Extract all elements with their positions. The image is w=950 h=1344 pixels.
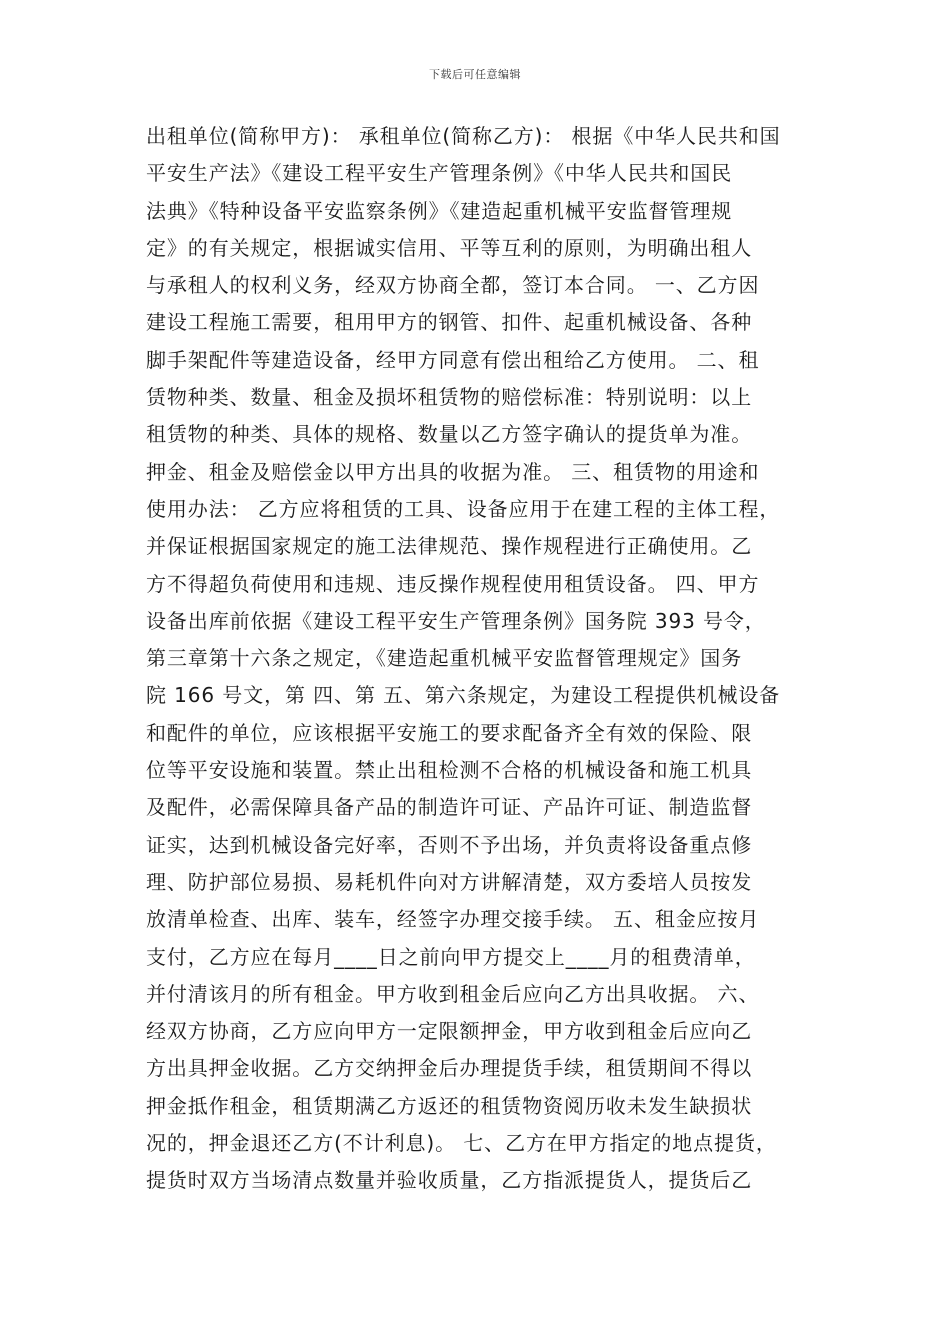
text-line: 支付，乙方应在每月____日之前向甲方提交上____月的租费清单， <box>146 944 756 969</box>
text-line: 和配件的单位，应该根据平安施工的要求配备齐全有效的保险、限 <box>146 720 753 745</box>
text-line: 提货时双方当场清点数量并验收质量，乙方指派提货人，提货后乙 <box>146 1168 753 1193</box>
text-line: 法典》《特种设备平安监察条例》《建造起重机械平安监督管理规 <box>146 198 733 223</box>
text-line: 方不得超负荷使用和违规、违反操作规程使用租赁设备。 四、甲方 <box>146 571 760 596</box>
text-line: 设备出库前依据《建设工程平安生产管理条例》国务院 393 号令， <box>146 608 766 633</box>
text-line: 租赁物的种类、具体的规格、数量以乙方签字确认的提货单为准。 <box>146 422 753 447</box>
text-line: 使用办法： 乙方应将租赁的工具、设备应用于在建工程的主体工程， <box>146 496 781 521</box>
text-line: 经双方协商，乙方应向甲方一定限额押金，甲方收到租金后应向乙 <box>146 1019 753 1044</box>
text-line: 定》的有关规定，根据诚实信用、平等互利的原则，为明确出租人 <box>146 235 753 260</box>
text-line: 位等平安设施和装置。禁止出租检测不合格的机械设备和施工机具 <box>146 758 753 783</box>
contract-body <box>146 118 806 1200</box>
text-line: 理、防护部位易损、易耗机件向对方讲解清楚，双方委培人员按发 <box>146 869 753 894</box>
text-line: 押金抵作租金，租赁期满乙方返还的租赁物资阅历收未发生缺损状 <box>146 1093 753 1118</box>
text-line: 脚手架配件等建造设备，经甲方同意有偿出租给乙方使用。 二、租 <box>146 347 760 372</box>
text-line: 院 166 号文，第 四、第 五、第六条规定，为建设工程提供机械设备 <box>146 683 781 708</box>
text-line: 赁物种类、数量、租金及损坏租赁物的赔偿标准：特别说明：以上 <box>146 385 753 410</box>
text-line: 证实，达到机械设备完好率，否则不予出场，并负责将设备重点修 <box>146 832 753 857</box>
text-line: 第三章第十六条之规定，《建造起重机械平安监督管理规定》国务 <box>146 646 743 671</box>
text-line: 并付清该月的所有租金。甲方收到租金后应向乙方出具收据。 六、 <box>146 981 760 1006</box>
text-line: 建设工程施工需要，租用甲方的钢管、扣件、起重机械设备、各种 <box>146 310 753 335</box>
text-line: 与承租人的权利义务，经双方协商全都，签订本合同。 一、乙方因 <box>146 273 760 298</box>
text-line: 并保证根据国家规定的施工法律规范、操作规程进行正确使用。乙 <box>146 534 753 559</box>
text-line: 及配件，必需保障具备产品的制造许可证、产品许可证、制造监督 <box>146 795 753 820</box>
page-header: 下载后可任意编辑 <box>429 68 521 81</box>
text-line: 押金、租金及赔偿金以甲方出具的收据为准。 三、租赁物的用途和 <box>146 459 760 484</box>
text-line: 平安生产法》《建设工程平安生产管理条例》《中华人民共和国民 <box>146 161 733 186</box>
text-line: 况的，押金退还乙方(不计利息)。 七、乙方在甲方指定的地点提货， <box>146 1131 777 1156</box>
text-line: 放清单检查、出库、装车，经签字办理交接手续。 五、租金应按月 <box>146 907 760 932</box>
text-line: 出租单位(简称甲方)： 承租单位(简称乙方)： 根据《中华人民共和国 <box>146 124 781 148</box>
text-line: 方出具押金收据。乙方交纳押金后办理提货手续，租赁期间不得以 <box>146 1056 753 1081</box>
